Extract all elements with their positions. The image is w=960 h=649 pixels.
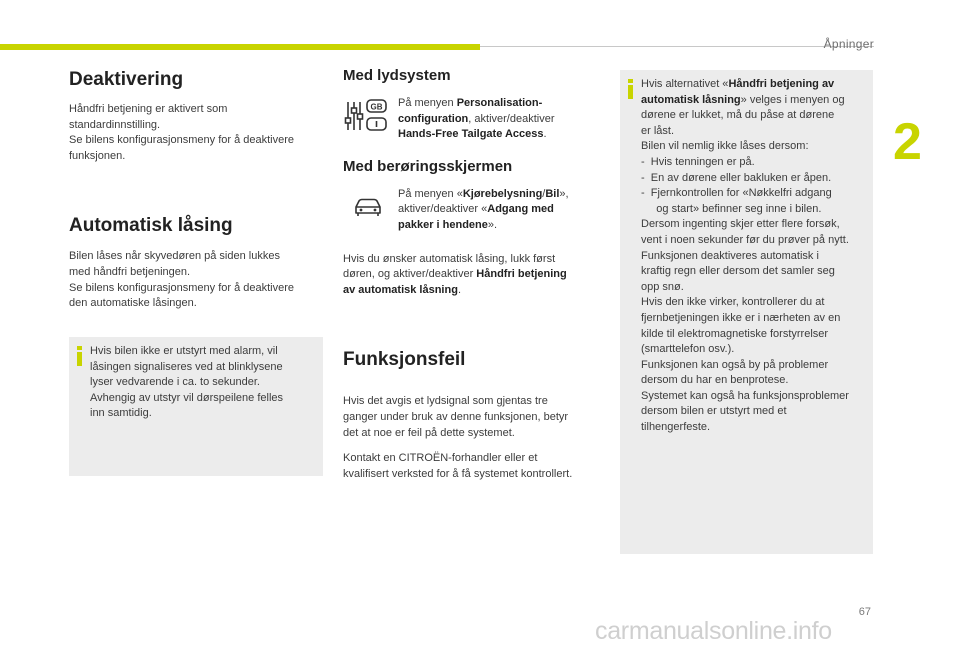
text-funksjonsfeil-2: Kontakt en CITROËN-forhandler eller et kvalifisert verksted for å få systemet kontrollert. (343, 452, 573, 480)
heading-deaktivering: Deaktivering (69, 69, 184, 90)
heading-funksjonsfeil: Funksjonsfeil (343, 349, 466, 371)
info-note-alarm (69, 337, 323, 476)
watermark: carmanualsonline.info (595, 617, 832, 645)
beroring-instruction: På menyen «Kjørebelysning/Bil», aktiver/deaktiver «Adgang med pakker i hendene». (343, 187, 603, 234)
heading-automatisk-lasing: Automatisk låsing (69, 215, 233, 237)
column-left (69, 66, 329, 312)
note-hands-free-intro: Hvis alternativet «Håndfri betjening av automatisk låsning» velges i menyen og dørene er lukket, må du påse at dørene er låst. Bilen vil nemlig ikke låses dersom: (641, 78, 845, 153)
lydsystem-instruction: GB På menyen Personalisation- configuration, aktiver/deaktiver Hands-Free Tailgate Access. (343, 96, 603, 143)
page-number: 67 (858, 606, 871, 618)
section-title: Åpninger (823, 37, 874, 51)
heading-med-lydsystem: Med lydsystem (343, 67, 451, 84)
car-icon (353, 197, 383, 217)
settings-sliders-gb-icon (343, 98, 391, 134)
heading-med-beroringsskjermen: Med berøringsskjermen (343, 157, 513, 175)
chapter-number: 2 (893, 113, 922, 171)
note-alarm-text: Hvis bilen ikke er utstyrt med alarm, vil låsingen signaliseres ved at blinklysene lyser vedvarende i ca. to sekunder. Avhengig av utstyr vil dørspeilene felles inn samtidig. (90, 345, 284, 420)
note-list-item: - En av dørene eller bakluken er åpen. (641, 171, 832, 184)
note-list-item: - Fjernkontrollen for «Nøkkelfri adgang og start» befinner seg inne i bilen. (641, 187, 832, 215)
header-divider (480, 46, 874, 47)
header-accent-bar (0, 44, 480, 50)
text-funksjonsfeil-1: Hvis det avgis et lydsignal som gjentas tre ganger under bruk av denne funksjonen, betyr det at noe er feil på dette systemet. (343, 395, 569, 439)
text-deaktivering: Håndfri betjening er aktivert som standardinnstilling. Se bilens konfigurasjonsmeny for å deaktivere funksjonen. (69, 103, 295, 162)
text-automatisk-info: Hvis du ønsker automatisk låsing, lukk først døren, og aktiver/deaktiver Håndfri betjening av automatisk låsning. (343, 252, 567, 296)
text-automatisk-lasing: Bilen låses når skyvedøren på siden lukkes med håndfri betjeningen. Se bilens konfigurasjonsmeny for å deaktivere den automatiske låsingen. (69, 250, 295, 310)
info-note-hands-free (620, 70, 873, 554)
note-list-item: - Hvis tenningen er på. (641, 155, 755, 168)
svg-text:GB: GB (370, 102, 383, 112)
info-icon (628, 79, 633, 99)
column-middle (343, 66, 603, 482)
info-icon (77, 346, 82, 366)
note-hands-free-rest: Dersom ingenting skjer etter flere forsøk, vent i noen sekunder før du prøver på nytt. Funksjonen deaktiveres automatisk i kraftig regn eller dersom det samler seg opp snø. Hvis den ikke virker, kontrollerer du at fjernbetjeningen ikke er i nærheten av en kilde til elektromagnetiske forstyrrelser (smarttelefon osv.). Funksjonen kan også by på problemer dersom du har en benprotese. Systemet kan også ha funksjonsproblemer dersom bilen er utstyrt med et tilhengerfeste. (641, 218, 849, 434)
